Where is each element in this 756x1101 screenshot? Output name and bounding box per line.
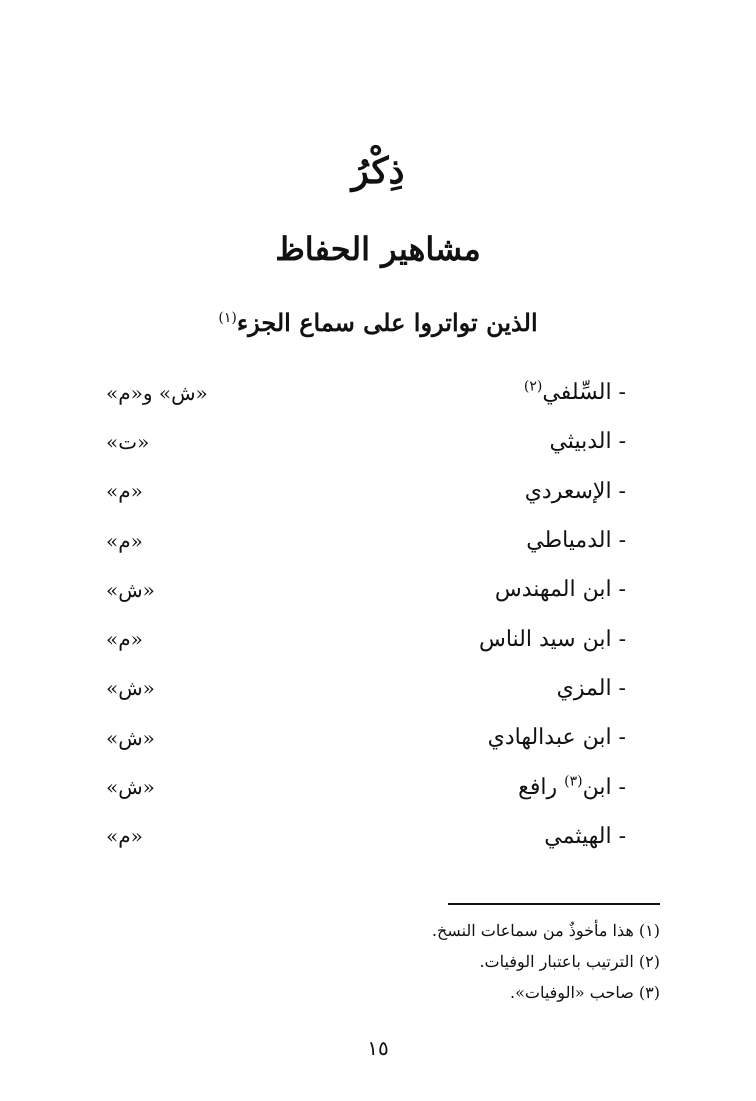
scholar-source: «ش» [106, 775, 155, 800]
scholar-name-rest: رافع [518, 774, 558, 800]
scholar-row [106, 417, 626, 466]
heading-subtitle [0, 308, 756, 337]
scholars-list [106, 368, 626, 861]
page-number: ١٥ [367, 1036, 389, 1060]
scholar-name [518, 775, 626, 800]
scholar-row [106, 762, 626, 811]
heading-famous-huffaz: مشاهير الحفاظ [275, 230, 481, 268]
scholar-name: - المزي [556, 675, 626, 701]
scholar-row [106, 664, 626, 713]
scholar-name: - الهيثمي [544, 823, 626, 849]
footnote-item: (١) هذا مأخوذٌ من سماعات النسخ. [431, 921, 660, 940]
scholar-source: «ت» [106, 429, 150, 454]
scholar-source: «ش» [106, 577, 155, 602]
footnote-marker: (٢) [523, 378, 543, 395]
footnote-marker: (٣) [564, 773, 583, 790]
subtitle-text: الذين تواتروا على سماع الجزء [236, 308, 538, 337]
footnotes-list [260, 915, 660, 1008]
scholar-source: «م» [106, 627, 143, 652]
scholar-source: «م» [106, 528, 143, 553]
scholar-name-text: - السِّلفي [542, 380, 626, 406]
heading-dhikr: ذِكْرُ [351, 150, 405, 192]
scholar-source: «ش» و«م» [106, 380, 208, 405]
scholar-row [106, 812, 626, 861]
scholar-name: - ابن عبدالهادي [487, 725, 626, 751]
scholar-name: - الدمياطي [526, 528, 626, 554]
scholar-row [106, 368, 626, 417]
scholar-name: - الدبيثي [549, 429, 626, 455]
scholar-name: - ابن المهندس [494, 577, 626, 603]
scholar-name: - ابن سيد الناس [478, 626, 626, 652]
scholar-source: «ش» [106, 725, 155, 750]
footnote-marker: (١) [218, 310, 237, 326]
scholar-source: «م» [106, 824, 143, 849]
scholar-source: «ش» [106, 676, 155, 701]
footnote-item: (٢) الترتيب باعتبار الوفيات. [479, 952, 660, 971]
footnote-divider [448, 903, 660, 905]
scholar-row [106, 467, 626, 516]
scholar-row [106, 565, 626, 614]
scholar-row [106, 516, 626, 565]
scholar-source: «م» [106, 479, 143, 504]
scholar-row [106, 713, 626, 762]
scholar-name-text: - ابن [582, 774, 626, 800]
scholar-name: - الإسعردي [524, 478, 626, 504]
scholar-name [524, 380, 626, 405]
footnote-item: (٣) صاحب «الوفيات». [510, 983, 660, 1002]
scholar-row [106, 614, 626, 663]
